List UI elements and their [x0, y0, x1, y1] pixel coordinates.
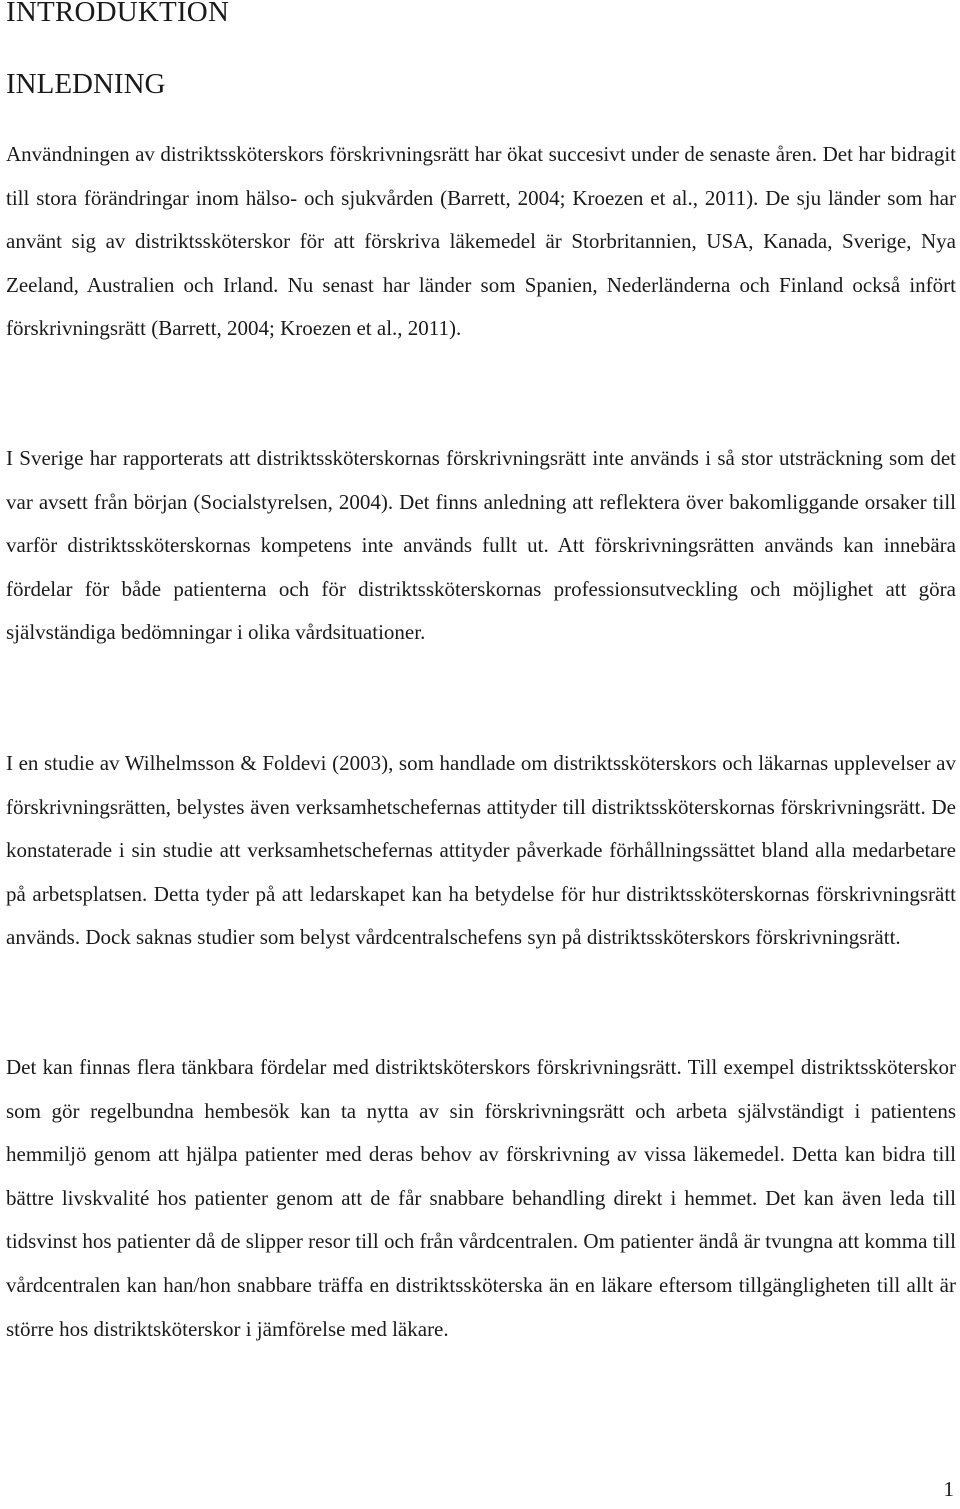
page-number: 1 [943, 1477, 954, 1501]
body-paragraph-2: I Sverige har rapporterats att distriktssköterskornas förskrivningsrätt inte används i så stor utsträckning som det var avsett från början (Socialstyrelsen, 2004). Det finns anledning att reflektera över bakomliggande orsaker till varför distriktssköterskornas kompetens inte används fullt ut. Att förskrivningsrätten används kan innebära fördelar för både patienterna och för distriktssköterskornas professionsutveckling och möjlighet att göra självständiga bedömningar i olika vårdsituationer. [6, 446, 956, 645]
section-heading-introduktion: INTRODUKTION [6, 0, 230, 28]
body-paragraph-3: I en studie av Wilhelmsson & Foldevi (2003), som handlade om distriktssköterskors och läkarnas upplevelser av förskrivningsrätten, belystes även verksamhetschefernas attityder till distriktssköterskornas förskrivningsrätt. De konstaterade i sin studie att verksamhetschefernas attityder påverkade förhållningssättet bland alla medarbetare på arbetsplatsen. Detta tyder på att ledarskapet kan ha betydelse för hur distriktssköterskornas förskrivningsrätt används. Dock saknas studier som belyst vårdcentralschefens syn på distriktssköterskors förskrivningsrätt. [6, 751, 956, 950]
section-heading-inledning: INLEDNING [6, 68, 166, 100]
body-paragraph-4: Det kan finnas flera tänkbara fördelar med distriktsköterskors förskrivningsrätt. Till exempel distriktssköterskor som gör regelbundna hembesök kan ta nytta av sin förskrivningsrätt och arbeta självständigt i patientens hemmiljö genom att hjälpa patienter med deras behov av förskrivning av vissa läkemedel. Detta kan bidra till bättre livskvalité hos patienter genom att de får snabbare behandling direkt i hemmet. Det kan även leda till tidsvinst hos patienter då de slipper resor till och från vårdcentralen. Om patienter ändå är tvungna att komma till vårdcentralen kan han/hon snabbare träffa en distriktssköterska än en läkare eftersom tillgängligheten till allt är större hos distriktsköterskor i jämförelse med läkare. [6, 1055, 956, 1341]
body-paragraph-1: Användningen av distriktssköterskors förskrivningsrätt har ökat succesivt under de senaste åren. Det har bidragit till stora förändringar inom hälso- och sjukvården (Barrett, 2004; Kroezen et al., 2011). De sju länder som har använt sig av distriktssköterskor för att förskriva läkemedel är Storbritannien, USA, Kanada, Sverige, Nya Zeeland, Australien och Irland. Nu senast har länder som Spanien, Nederländerna och Finland också infört förskrivningsrätt (Barrett, 2004; Kroezen et al., 2011). [6, 142, 956, 341]
